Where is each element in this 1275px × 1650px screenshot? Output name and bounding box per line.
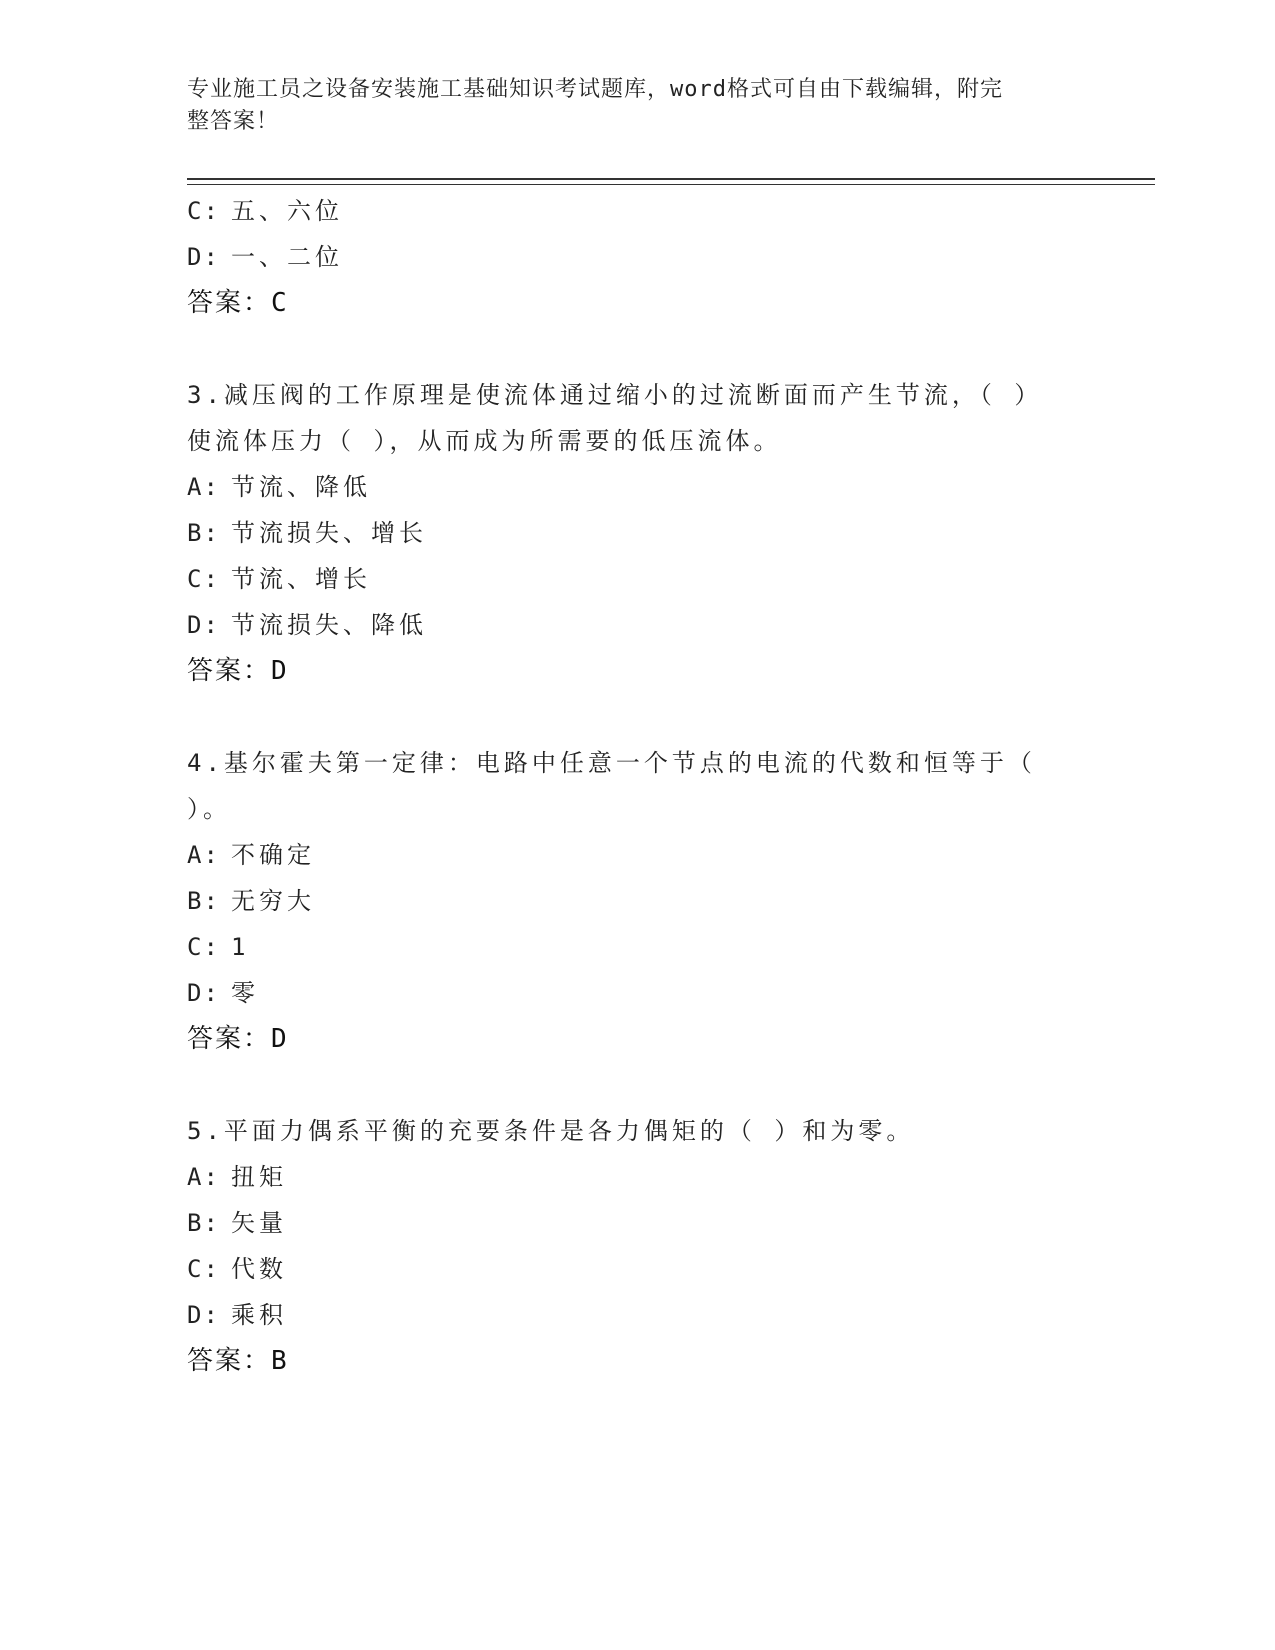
question-3 (187, 372, 1067, 694)
option-text: 节流、增长 (231, 565, 371, 593)
option-c (187, 1246, 1067, 1292)
spacer (187, 1062, 1067, 1108)
option-key: C: (187, 1255, 220, 1283)
option-key: D: (187, 611, 220, 639)
option-a (187, 832, 1067, 878)
header-divider-thin (187, 184, 1155, 185)
option-key: D: (187, 243, 220, 271)
option-c (187, 556, 1067, 602)
option-a (187, 464, 1067, 510)
option-c (187, 188, 1067, 234)
question-stem-line-2: ）。 (187, 795, 231, 823)
option-d (187, 234, 1067, 280)
option-text: 1 (231, 933, 250, 961)
question-4 (187, 740, 1067, 1062)
option-key: C: (187, 197, 220, 225)
option-d (187, 602, 1067, 648)
option-text: 节流损失、降低 (231, 611, 427, 639)
question-stem-line-1: 3.减压阀的工作原理是使流体通过缩小的过流断面而产生节流，（ ） (187, 381, 1043, 409)
option-text: 不确定 (231, 841, 315, 869)
document-header (187, 74, 1067, 138)
option-b (187, 1200, 1067, 1246)
option-key: D: (187, 979, 220, 1007)
option-key: C: (187, 933, 220, 961)
option-d (187, 1292, 1067, 1338)
question-stem-line-1: 5.平面力偶系平衡的充要条件是各力偶矩的（ ）和为零。 (187, 1117, 915, 1145)
spacer (187, 326, 1067, 372)
question-5 (187, 1108, 1067, 1384)
option-text: 代数 (231, 1255, 287, 1283)
option-text: 五、六位 (231, 197, 343, 225)
option-key: B: (187, 1209, 220, 1237)
option-text: 节流损失、增长 (231, 519, 427, 547)
option-text: 乘积 (231, 1301, 287, 1329)
option-text: 零 (231, 979, 259, 1007)
option-text: 节流、降低 (231, 473, 371, 501)
option-text: 矢量 (231, 1209, 287, 1237)
answer-text: 答案：D (187, 1024, 289, 1054)
option-c (187, 924, 1067, 970)
option-text: 无穷大 (231, 887, 315, 915)
option-key: A: (187, 473, 220, 501)
option-text: 扭矩 (231, 1163, 287, 1191)
spacer (187, 694, 1067, 740)
option-key: C: (187, 565, 220, 593)
option-a (187, 1154, 1067, 1200)
header-line-1: 专业施工员之设备安装施工基础知识考试题库，word格式可自由下载编辑，附完 (187, 77, 1003, 102)
option-key: B: (187, 519, 220, 547)
answer-text: 答案：D (187, 656, 289, 686)
question-stem-line-2: 使流体压力（ ），从而成为所需要的低压流体。 (187, 427, 782, 455)
option-key: B: (187, 887, 220, 915)
question-2-tail (187, 188, 1067, 326)
option-text: 一、二位 (231, 243, 343, 271)
header-line-2: 整答案！ (187, 109, 280, 134)
option-key: A: (187, 841, 220, 869)
answer-text: 答案：C (187, 288, 289, 318)
option-key: A: (187, 1163, 220, 1191)
answer-text: 答案：B (187, 1346, 289, 1376)
question-list (187, 188, 1067, 1384)
header-divider-thick (187, 178, 1155, 180)
option-b (187, 878, 1067, 924)
question-stem-line-1: 4.基尔霍夫第一定律：电路中任意一个节点的电流的代数和恒等于（ (187, 749, 1036, 777)
option-d (187, 970, 1067, 1016)
option-b (187, 510, 1067, 556)
option-key: D: (187, 1301, 220, 1329)
